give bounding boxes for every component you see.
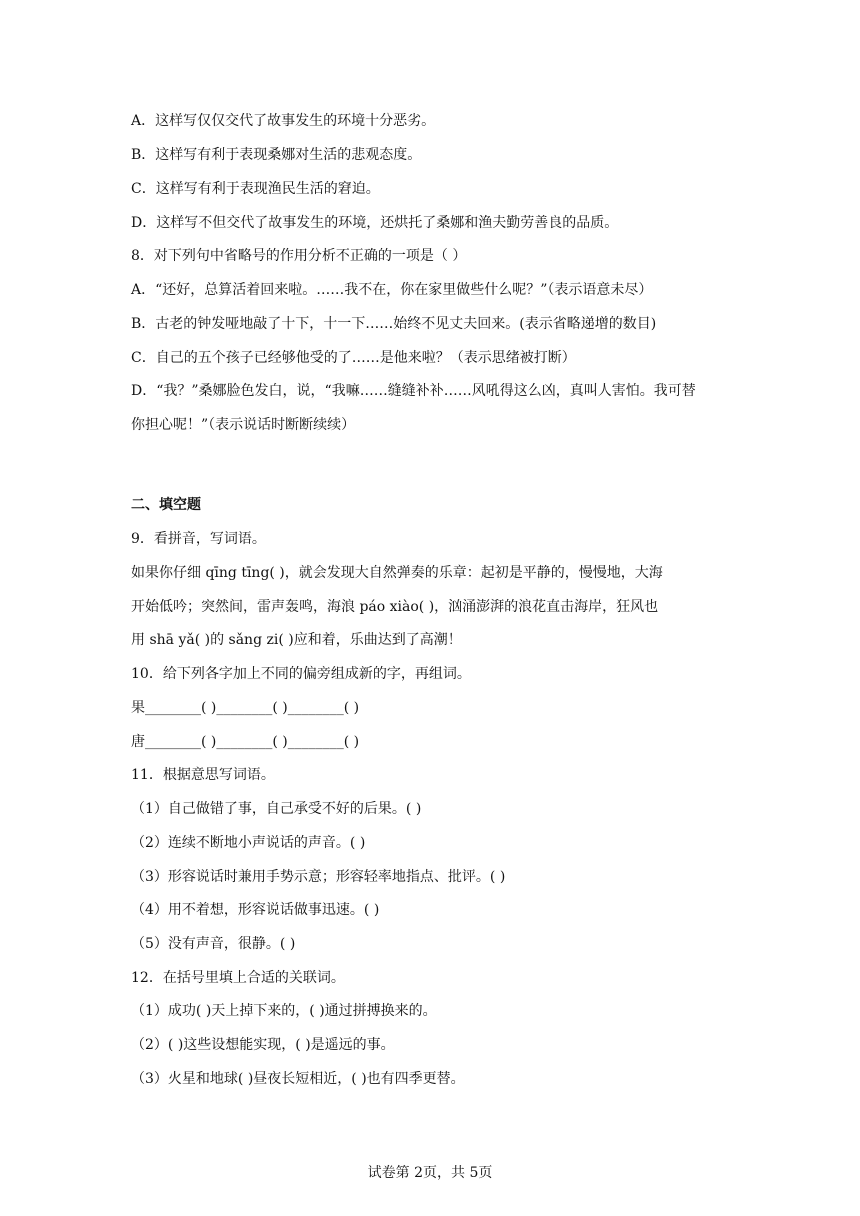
q8-option-b: B．古老的钟发哑地敲了十下，十一下……始终不见丈夫回来。(表示省略递增的数目) xyxy=(131,316,657,332)
q12-stem: 12．在括号里填上合适的关联词。 xyxy=(131,970,345,986)
q12-item-2: （2）( )这些设想能实现，( )是遥远的事。 xyxy=(131,1037,395,1053)
q8-option-c: C．自己的五个孩子已经够他受的了……是他来啦？（表示思绪被打断） xyxy=(131,350,576,366)
q7-option-d: D．这样写不但交代了故事发生的环境，还烘托了桑娜和渔夫勤劳善良的品质。 xyxy=(131,215,619,231)
q9-text-line3: 用 shā yǎ( )的 sǎng zi( )应和着，乐曲达到了高潮！ xyxy=(131,632,462,648)
q8-option-a: A．“还好，总算活着回来啦。……我不在，你在家里做些什么呢？”（表示语意未尽） xyxy=(131,282,653,298)
q12-item-3: （3）火星和地球( )昼夜长短相近，( )也有四季更替。 xyxy=(131,1071,465,1087)
q10-row-1: 果________( )________( )________( ) xyxy=(131,700,360,716)
q8-stem: 8．对下列句中省略号的作用分析不正确的一项是（ ） xyxy=(131,248,467,264)
q10-stem: 10．给下列各字加上不同的偏旁组成新的字，再组词。 xyxy=(131,666,471,682)
q11-item-1: （1）自己做错了事，自己承受不好的后果。( ) xyxy=(131,801,422,817)
q12-item-1: （1）成功( )天上掉下来的，( )通过拼搏换来的。 xyxy=(131,1003,437,1019)
q9-text-line1: 如果你仔细 qīng tīng( )，就会发现大自然弹奏的乐章：起初是平静的，慢慢地，大海 xyxy=(131,565,663,581)
q11-stem: 11．根据意思写词语。 xyxy=(131,767,275,783)
q10-row-2: 唐________( )________( )________( ) xyxy=(131,734,360,750)
q11-item-5: （5）没有声音，很静。( ) xyxy=(131,936,296,952)
q7-option-c: C．这样写有利于表现渔民生活的窘迫。 xyxy=(131,181,380,197)
q11-item-4: （4）用不着想，形容说话做事迅速。( ) xyxy=(131,902,380,918)
page-footer: 试卷第 2页，共 5页 xyxy=(367,1165,493,1181)
q7-option-a: A．这样写仅仅交代了故事发生的环境十分恶劣。 xyxy=(131,113,436,129)
q8-option-d-line2: 你担心呢！”（表示说话时断断续续） xyxy=(131,417,356,433)
q9-stem: 9．看拼音，写词语。 xyxy=(131,531,266,547)
q11-item-2: （2）连续不断地小声说话的声音。( ) xyxy=(131,835,366,851)
q7-option-b: B．这样写有利于表现桑娜对生活的悲观态度。 xyxy=(131,147,422,163)
q8-option-d-line1: D．“我？”桑娜脸色发白，说，“我嘛……缝缝补补……风吼得这么凶，真叫人害怕。我可替 xyxy=(131,383,696,399)
q11-item-3: （3）形容说话时兼用手势示意；形容轻率地指点、批评。( ) xyxy=(131,869,506,885)
section-title: 二、填空题 xyxy=(131,497,201,513)
q9-text-line2: 开始低吟；突然间，雷声轰鸣，海浪 páo xiào( )，汹涌澎湃的浪花直击海岸，狂风也 xyxy=(131,599,659,615)
